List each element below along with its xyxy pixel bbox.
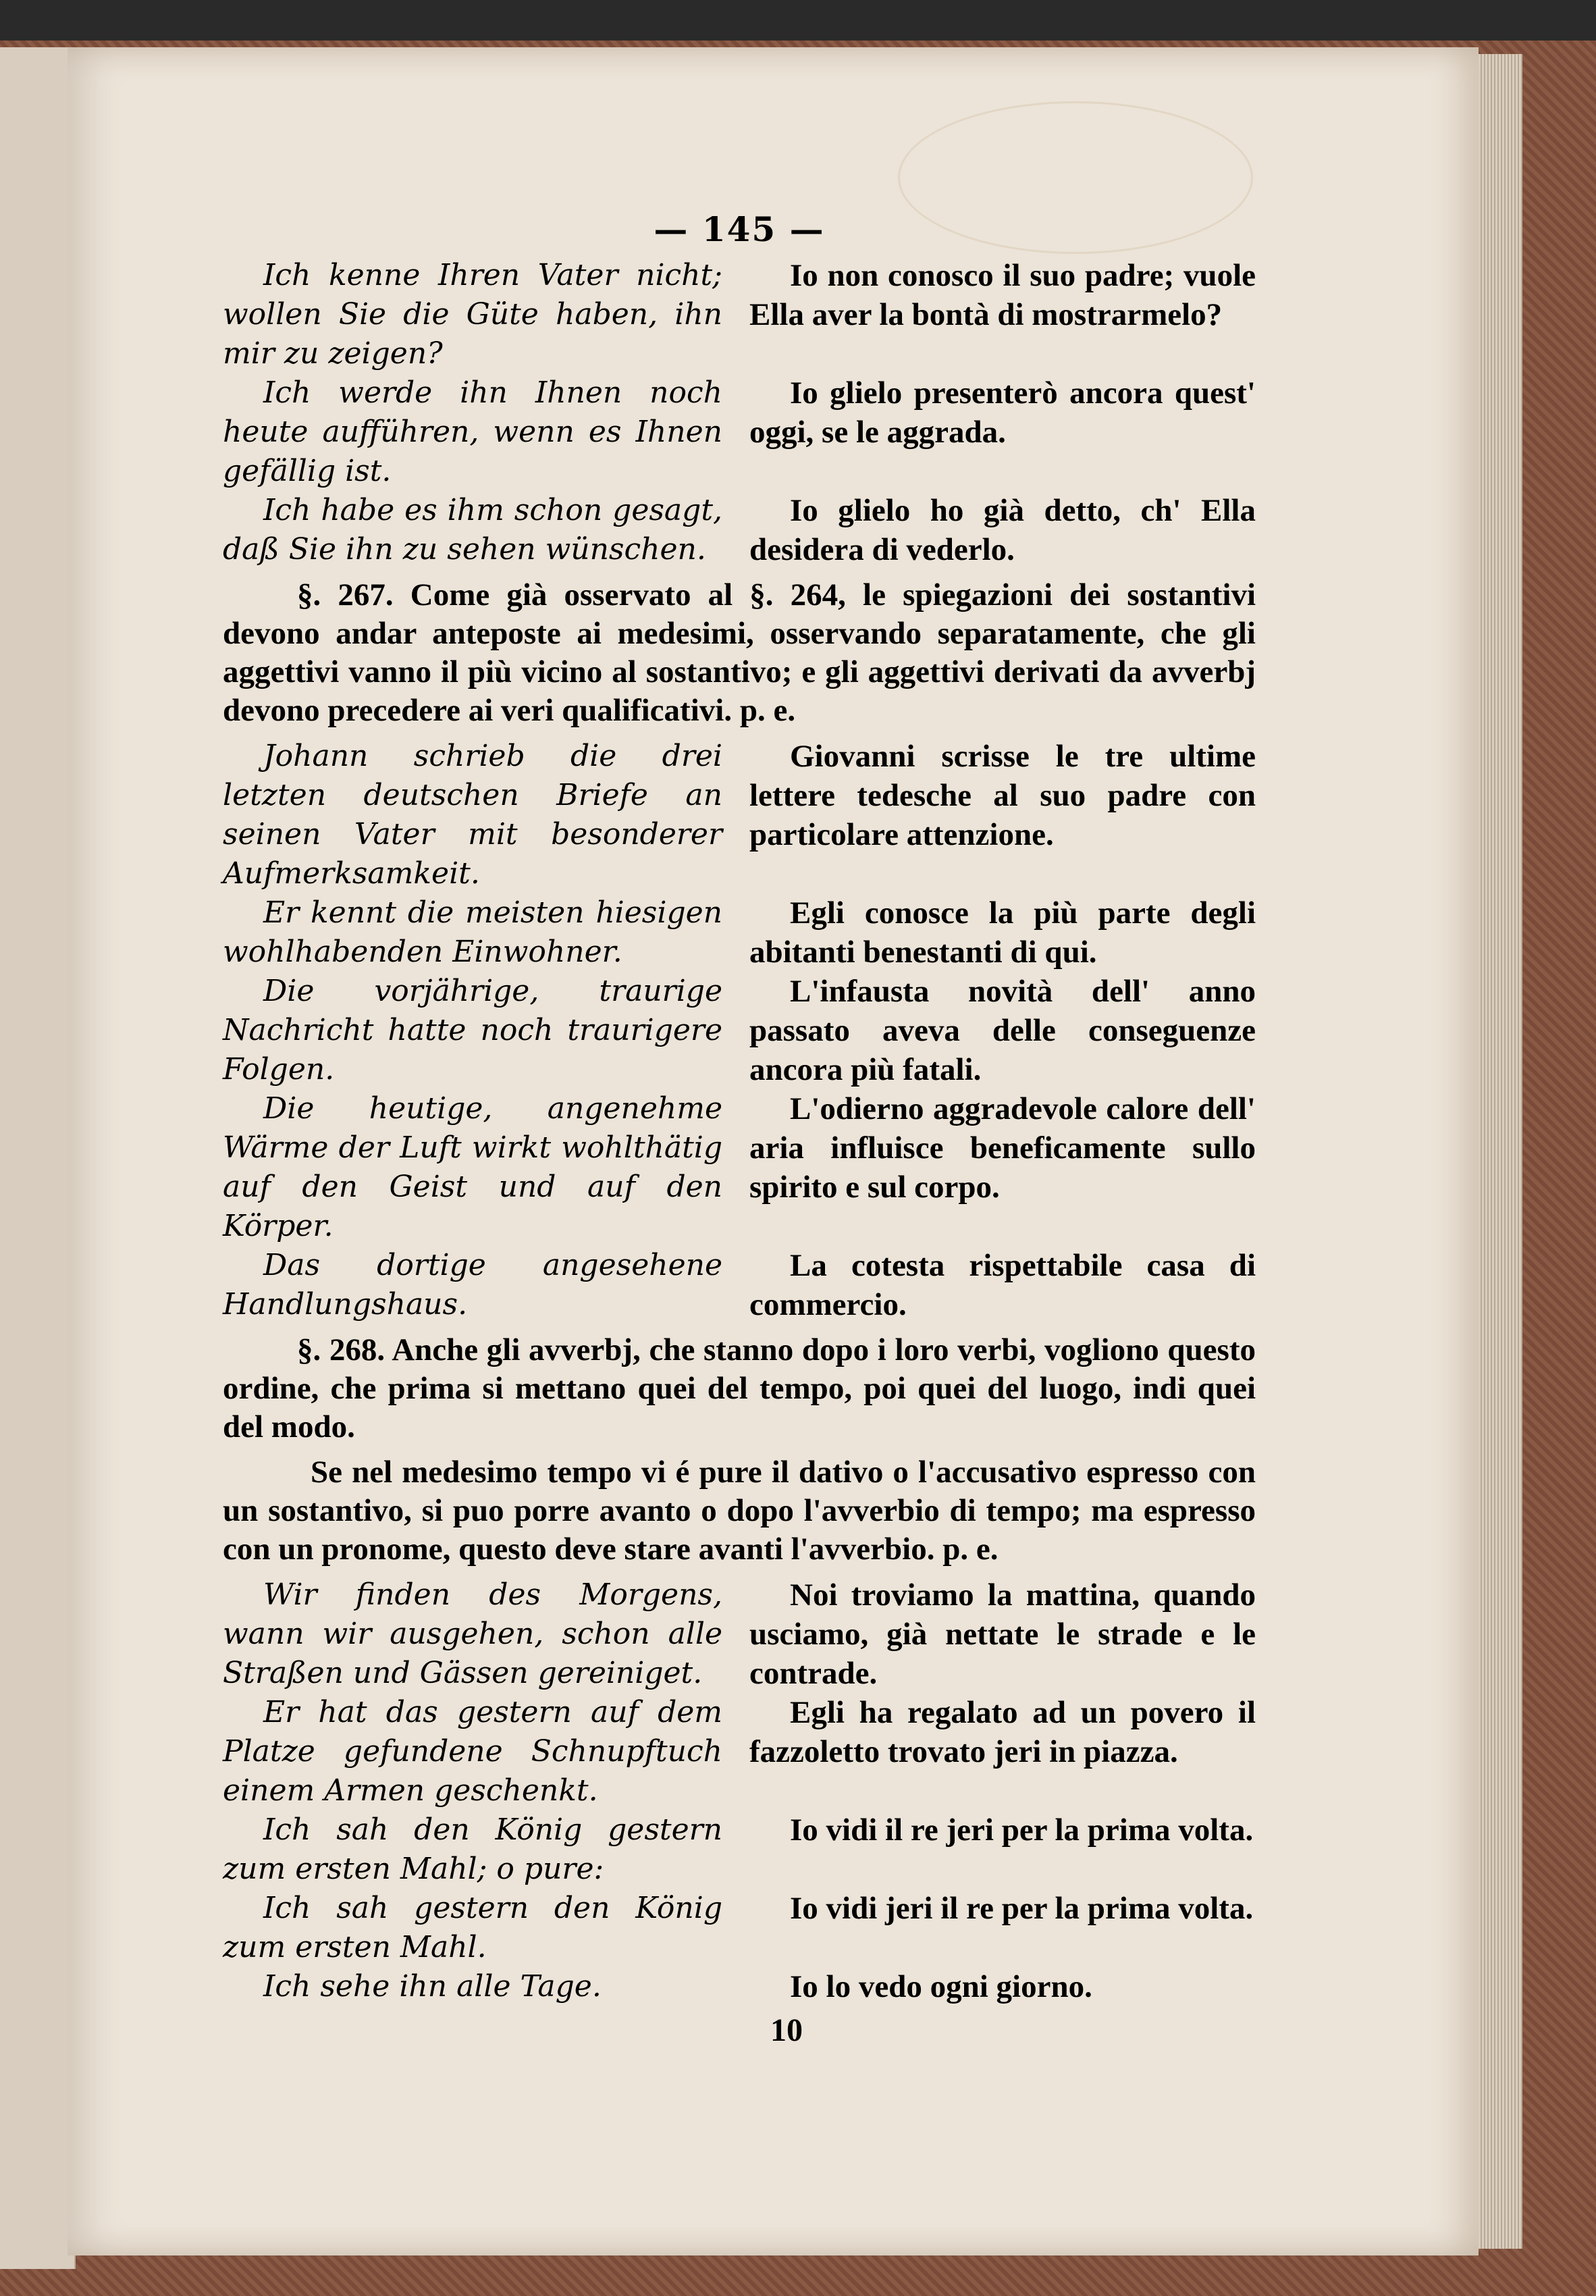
german-text: Das dortige angesehene Handlungshaus. bbox=[223, 1248, 722, 1322]
german-text: Ich kenne Ihren Vater nicht; wollen Sie die Güte haben, ihn mir zu zeigen? bbox=[223, 258, 722, 371]
example-group-3 bbox=[223, 1575, 1256, 2006]
italian-text: Io glielo presenterò ancora quest' oggi, se le aggrada. bbox=[749, 375, 1256, 450]
example-row bbox=[223, 491, 1256, 569]
example-row bbox=[223, 893, 1256, 972]
german-text: Wir finden des Morgens, wann wir ausgehen, schon alle Straßen und Gässen gereiniget. bbox=[223, 1577, 722, 1690]
page-content bbox=[223, 209, 1256, 2049]
example-row bbox=[223, 1967, 1256, 2006]
italian-text: Io non conosco il suo padre; vuole Ella aver la bontà di mostrarmelo? bbox=[749, 258, 1256, 332]
example-group-2 bbox=[223, 737, 1256, 1324]
section-267: §. 267. Come già osservato al §. 264, le spiegazioni dei sostantivi devono andar anteposte ai medesimi, osservando separatamente, che gli aggettivi vanno il più vicino al sostantivo; e gli aggettivi derivati da avverbj devono precedere ai veri qualificativi. p. e. bbox=[223, 577, 1256, 728]
german-text: Ich sah den König gestern zum ersten Mahl; o pure: bbox=[223, 1812, 722, 1886]
italian-text: Io vidi il re jeri per la prima volta. bbox=[790, 1812, 1254, 1848]
section-268: §. 268. Anche gli avverbj, che stanno dopo i loro verbi, vogliono questo ordine, che prima si mettano quei del tempo, poi quei del luogo, indi quei del modo. bbox=[223, 1332, 1256, 1444]
section-268-continued: Se nel medesimo tempo vi é pure il dativo o l'accusativo espresso con un sostantivo, si puo porre avanto o dopo l'avverbio di tempo; ma espresso con un pronome, questo deve stare avanti l'avverbio. p. e. bbox=[223, 1455, 1256, 1567]
german-text: Johann schrieb die drei letzten deutschen Briefe an seinen Vater mit besonderer Aufmerksamkeit. bbox=[223, 739, 722, 891]
example-row bbox=[223, 1089, 1256, 1246]
scan-top-edge bbox=[0, 0, 1596, 41]
example-row bbox=[223, 256, 1256, 373]
signature-mark: 10 bbox=[770, 2012, 803, 2048]
german-text: Er hat das gestern auf dem Platze gefundene Schnupftuch einem Armen geschenkt. bbox=[223, 1695, 722, 1808]
example-row bbox=[223, 1575, 1256, 1693]
italian-text: La cotesta rispettabile casa di commercio. bbox=[749, 1248, 1256, 1322]
italian-text: Noi troviamo la mattina, quando usciamo, già nettate le strade e le contrade. bbox=[749, 1577, 1256, 1691]
example-row bbox=[223, 737, 1256, 893]
left-page-edge bbox=[0, 47, 76, 2269]
example-row bbox=[223, 1889, 1256, 1967]
italian-text: Egli ha regalato ad un povero il fazzoletto trovato jeri in piazza. bbox=[749, 1695, 1256, 1769]
german-text: Die vorjährige, traurige Nachricht hatte noch traurigere Folgen. bbox=[223, 974, 722, 1087]
example-group-1 bbox=[223, 256, 1256, 569]
german-text: Die heutige, angenehme Wärme der Luft wirkt wohlthätig auf den Geist und auf den Körper. bbox=[223, 1091, 722, 1243]
example-row bbox=[223, 1810, 1256, 1889]
german-text: Ich werde ihn Ihnen noch heute aufführen, wenn es Ihnen gefällig ist. bbox=[223, 375, 722, 488]
german-text: Ich sah gestern den König zum ersten Mahl. bbox=[223, 1891, 722, 1964]
italian-text: L'infausta novità dell' anno passato aveva delle conseguenze ancora più fatali. bbox=[749, 974, 1256, 1087]
italian-text: Io vidi jeri il re per la prima volta. bbox=[790, 1891, 1254, 1926]
german-text: Ich habe es ihm schon gesagt, daß Sie ihn zu sehen wünschen. bbox=[223, 493, 722, 567]
italian-text: L'odierno aggradevole calore dell' aria influisce beneficamente sullo spirito e sul corpo. bbox=[749, 1091, 1256, 1205]
example-row bbox=[223, 373, 1256, 491]
italian-text: Egli conosce la più parte degli abitanti benestanti di qui. bbox=[749, 895, 1256, 970]
italian-text: Giovanni scrisse le tre ultime lettere tedesche al suo padre con particolare attenzione. bbox=[749, 739, 1256, 852]
italian-text: Io lo vedo ogni giorno. bbox=[790, 1969, 1092, 2004]
german-text: Ich sehe ihn alle Tage. bbox=[263, 1969, 602, 2004]
page-number: — 145 — bbox=[654, 209, 825, 249]
example-row bbox=[223, 972, 1256, 1089]
example-row bbox=[223, 1693, 1256, 1810]
example-row bbox=[223, 1246, 1256, 1324]
german-text: Er kennt die meisten hiesigen wohlhabenden Einwohner. bbox=[223, 895, 722, 969]
italian-text: Io glielo ho già detto, ch' Ella desidera di vederlo. bbox=[749, 493, 1256, 567]
